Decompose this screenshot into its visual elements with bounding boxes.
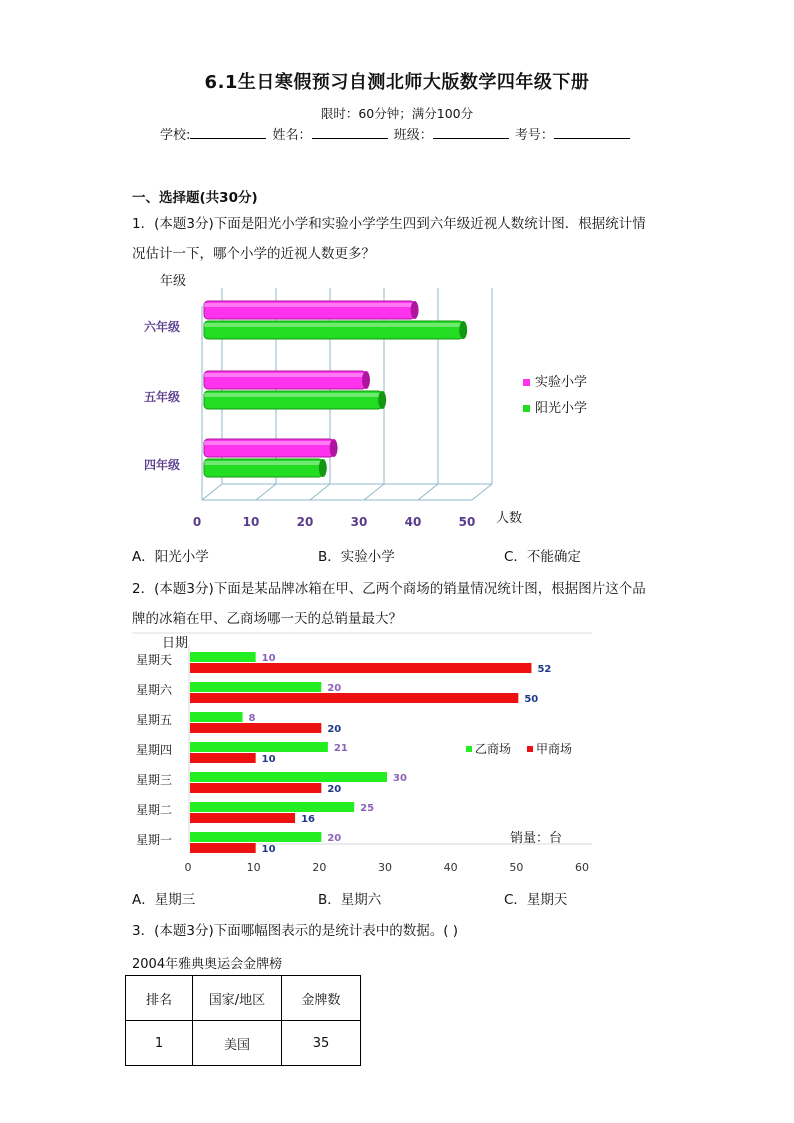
student-info-line [160, 124, 632, 143]
data-label: 8 [248, 713, 256, 724]
x-tick-label: 40 [404, 515, 422, 529]
q2-option-c[interactable]: C．星期天 [504, 892, 568, 908]
x-tick-label: 30 [350, 515, 368, 529]
legend-label: 实验小学 [535, 375, 588, 390]
data-label: 10 [261, 653, 276, 664]
bar [190, 652, 256, 662]
table-row [126, 1021, 361, 1066]
bar [190, 723, 321, 733]
bar [190, 682, 321, 692]
q1-option-b[interactable]: B．实验小学 [318, 549, 395, 565]
q1-text-line2: 况估计一下，哪个小学的近视人数更多？ [132, 246, 375, 262]
y-category-label: 六年级 [144, 320, 181, 334]
bar [190, 772, 387, 782]
data-label: 20 [327, 784, 342, 795]
bar [190, 832, 321, 842]
name-label: 姓名： [272, 128, 312, 143]
bar [190, 843, 256, 853]
y-axis-title: 年级 [160, 274, 187, 289]
floor-line [364, 484, 384, 500]
table-caption: 2004年雅典奥运会金牌榜 [132, 957, 283, 972]
header-gold: 金牌数 [282, 976, 361, 1021]
time-limit-text: 限时：60分钟；满分100分 [320, 106, 474, 121]
data-label: 16 [301, 814, 315, 825]
y-category-label: 四年级 [144, 458, 181, 472]
section-heading: 一、选择题(共30分) [132, 190, 258, 206]
legend-swatch [527, 746, 533, 752]
bar [190, 753, 256, 763]
x-tick-label: 0 [184, 861, 192, 874]
data-label: 30 [393, 773, 407, 784]
x-tick-label: 50 [458, 515, 476, 529]
bar [190, 693, 518, 703]
data-label: 25 [360, 803, 375, 814]
x-tick-label: 10 [246, 861, 261, 874]
legend-swatch [523, 405, 530, 412]
data-label: 20 [327, 833, 342, 844]
y-category-label: 星期天 [136, 653, 173, 667]
class-label: 班级： [393, 128, 433, 143]
y-category-label: 星期五 [136, 713, 173, 727]
q2-option-a[interactable]: A．星期三 [132, 892, 196, 908]
legend-label: 乙商场 [475, 742, 512, 756]
x-axis-title: 人数 [496, 511, 523, 526]
y-category-label: 五年级 [144, 390, 181, 404]
x-tick-label: 40 [443, 861, 458, 874]
myopia-bar-chart [130, 268, 630, 538]
x-tick-label: 60 [575, 861, 589, 874]
data-label: 52 [537, 664, 552, 675]
school-blank[interactable] [190, 124, 266, 139]
x-tick-label: 20 [312, 861, 327, 874]
y-category-label: 星期三 [136, 773, 173, 787]
y-axis-title: 日期 [162, 636, 189, 651]
data-label: 21 [333, 743, 348, 754]
name-blank[interactable] [312, 124, 388, 139]
q1-option-c[interactable]: C．不能确定 [504, 549, 581, 565]
y-category-label: 星期四 [136, 743, 173, 757]
bar [204, 459, 327, 477]
class-blank[interactable] [433, 124, 509, 139]
header-country: 国家/地区 [193, 976, 282, 1021]
bar [204, 439, 338, 457]
x-tick-label: 30 [378, 861, 392, 874]
floor-line [310, 484, 330, 500]
bar [190, 813, 295, 823]
x-axis-title: 销量：台 [510, 831, 563, 846]
bar [190, 783, 321, 793]
bar [190, 802, 354, 812]
exam-number-blank[interactable] [554, 124, 630, 139]
page-title: 6.1生日寒假预习自测北师大版数学四年级下册 [204, 72, 590, 93]
medal-table [125, 975, 361, 1066]
floor-line [202, 484, 222, 500]
q2-text-line2: 牌的冰箱在甲、乙商场哪一天的总销量最大？ [132, 611, 402, 627]
school-label: 学校: [160, 128, 191, 143]
q1-text-line1: 1．(本题3分)下面是阳光小学和实验小学学生四到六年级近视人数统计图．根据统计情 [132, 216, 646, 232]
x-tick-label: 50 [509, 861, 524, 874]
table-header-row [126, 976, 361, 1021]
floor-line [256, 484, 276, 500]
bar [190, 742, 328, 752]
fridge-sales-bar-chart [132, 632, 602, 880]
cell-rank: 1 [126, 1021, 193, 1066]
y-category-label: 星期一 [136, 833, 173, 847]
floor-line [472, 484, 492, 500]
bar [190, 663, 531, 673]
legend-label: 阳光小学 [535, 401, 588, 416]
data-label: 20 [327, 724, 342, 735]
cell-gold: 35 [282, 1021, 361, 1066]
x-tick-label: 10 [242, 515, 260, 529]
legend-swatch [466, 746, 472, 752]
exam-number-label: 考号： [514, 128, 554, 143]
q2-text-line1: 2．(本题3分)下面是某品牌冰箱在甲、乙两个商场的销量情况统计图，根据图片这个品 [132, 581, 646, 597]
bar [204, 391, 386, 409]
y-category-label: 星期二 [136, 803, 173, 817]
bar [204, 371, 370, 389]
data-label: 50 [524, 694, 539, 705]
legend-swatch [523, 379, 530, 386]
x-tick-label: 20 [296, 515, 314, 529]
q2-option-b[interactable]: B．星期六 [318, 892, 382, 908]
data-label: 20 [327, 683, 342, 694]
bar [190, 712, 243, 722]
bar [204, 321, 467, 339]
floor-line [418, 484, 438, 500]
x-tick-label: 0 [192, 515, 202, 529]
data-label: 10 [261, 754, 276, 765]
y-category-label: 星期六 [136, 683, 173, 697]
header-rank: 排名 [126, 976, 193, 1021]
bar [204, 301, 419, 319]
legend-label: 甲商场 [536, 742, 573, 756]
data-label: 10 [261, 844, 276, 855]
q3-text-line1: 3．(本题3分)下面哪幅图表示的是统计表中的数据。( ) [132, 923, 459, 939]
cell-country: 美国 [193, 1021, 282, 1066]
q1-option-a[interactable]: A．阳光小学 [132, 549, 209, 565]
